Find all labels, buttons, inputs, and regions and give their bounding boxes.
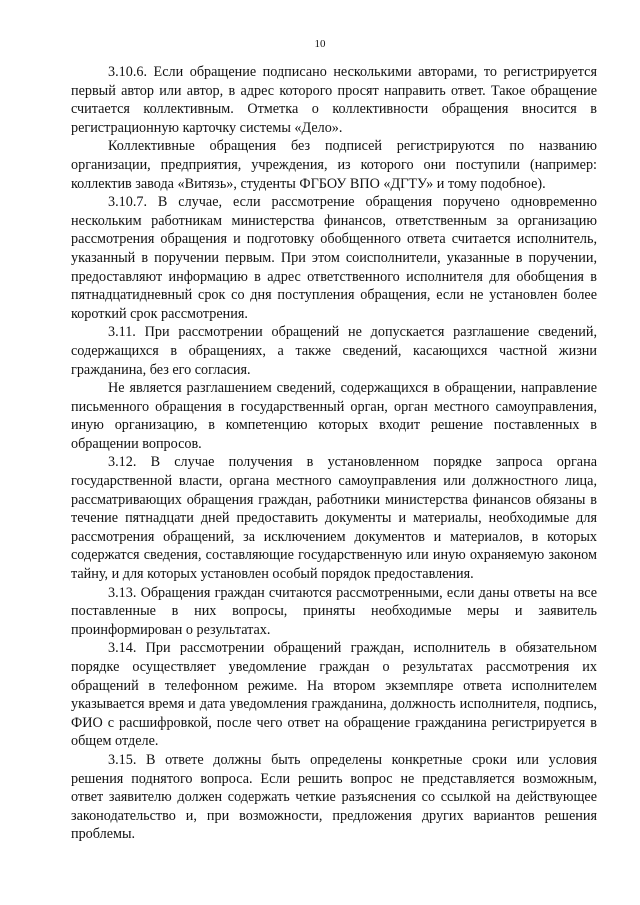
paragraph-3-13: 3.13. Обращения граждан считаются рассмотренными, если даны ответы на все поставленные в них вопросы, приняты необходимые меры и заявитель проинформирован о результатах. bbox=[71, 584, 597, 638]
page-number: 10 bbox=[314, 38, 326, 50]
paragraph-3-11: 3.11. При рассмотрении обращений не допускается разглашение сведений, содержащихся в обращениях, а также сведений, касающихся частной жизни гражданина, без его согласия. bbox=[71, 324, 597, 378]
paragraph-3-10-6: 3.10.6. Если обращение подписано несколькими авторами, то регистрируется первый автор или автор, в адрес которого просят направить ответ. Такое обращение считается коллективным. Отметка о коллективности обращения вносится в регистрационную карточку системы «Дело». bbox=[71, 64, 597, 136]
paragraph-3-15: 3.15. В ответе должны быть определены конкретные сроки или условия решения поднятого вопроса. Если решить вопрос не представляется возможным, ответ заявителю должен содержать четкие разъяснения со ссылкой на действующее законодательство и, при возможности, предложения других вариантов решения проблемы. bbox=[71, 751, 597, 843]
paragraph-collective-appeals: Коллективные обращения без подписей регистрируются по названию организации, предприятия, учреждения, из которого они поступили (например: коллектив завода «Витязь», студенты ФГБОУ ВПО «ДГТУ» и тому подобное). bbox=[71, 138, 597, 192]
document-body bbox=[71, 63, 597, 844]
paragraph-not-disclosure: Не является разглашением сведений, содержащихся в обращении, направление письменного обращения в государственный орган, орган местного самоуправления, иную организацию, в компетенцию которых входит решение поставленных в обращении вопросов. bbox=[71, 380, 597, 452]
paragraph-3-14: 3.14. При рассмотрении обращений граждан, исполнитель в обязательном порядке осуществляет уведомление граждан о результатах рассмотрения их обращений в телефонном режиме. На втором экземпляре ответа исполнителем указывается время и дата уведомления гражданина, должность исполнителя, подпись, ФИО с расшифровкой, после чего ответ на обращение гражданина регистрируется в общем отделе. bbox=[71, 640, 597, 750]
paragraph-3-10-7: 3.10.7. В случае, если рассмотрение обращения поручено одновременно нескольким работникам министерства финансов, ответственным за организацию рассмотрения обращения и подготовку обобщенного ответа считается исполнитель, указанный в поручении первым. При этом соисполнители, указанные в поручении, предоставляют информацию в адрес ответственного исполнителя для обобщения в пятнадцатидневный срок со дня поступления обращения, если не установлен более короткий срок рассмотрения. bbox=[71, 194, 597, 322]
paragraph-3-12: 3.12. В случае получения в установленном порядке запроса органа государственной власти, органа местного самоуправления или должностного лица, рассматривающих обращения граждан, работники министерства финансов обязаны в течение пятнадцати дней предоставить документы и материалы, необходимые для рассмотрения обращений, за исключением документов и материалов, в которых содержатся сведения, составляющие государственную или иную охраняемую законом тайну, и для которых установлен особый порядок предоставления. bbox=[71, 454, 597, 583]
